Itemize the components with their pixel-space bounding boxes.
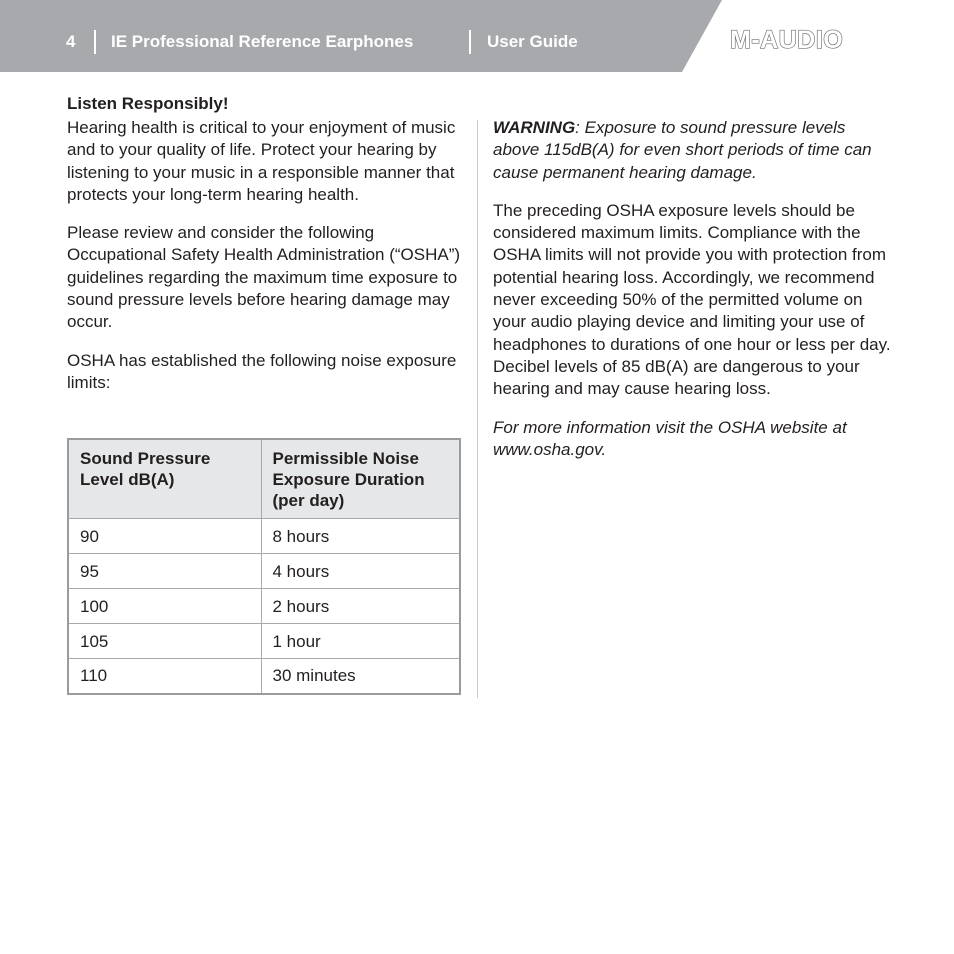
brand-logo: M-AUDIO xyxy=(730,26,844,54)
header-separator xyxy=(469,30,471,54)
limits-intro-paragraph: OSHA has established the following noise exposure limits: xyxy=(67,350,457,392)
table-cell-level: 105 xyxy=(68,624,261,659)
product-title: IE Professional Reference Earphones xyxy=(111,32,414,51)
intro-paragraph: Hearing health is critical to your enjoyment of music and to your quality of life. Protect your hearing by listening to your music in a responsible manner that protects your long-term hearing health. xyxy=(67,118,456,204)
table-cell-level: 100 xyxy=(68,589,261,624)
column-header-duration: Permissible Noise Exposure Duration (per day) xyxy=(261,439,460,519)
column-header-sound-pressure: Sound Pressure Level dB(A) xyxy=(68,439,261,519)
page-header xyxy=(0,0,954,72)
table-row xyxy=(68,589,460,624)
table-cell-duration: 8 hours xyxy=(261,519,460,554)
table-header-row xyxy=(68,439,460,519)
column-divider xyxy=(477,120,478,698)
osha-intro-paragraph: Please review and consider the following Occupational Safety Health Administration (“OSHA”) guidelines regarding the maximum time exposure to sound pressure levels before hearing damage may occur. xyxy=(67,223,461,332)
right-column xyxy=(493,117,893,477)
table-cell-level: 110 xyxy=(68,659,261,694)
table-cell-duration: 1 hour xyxy=(261,624,460,659)
recommendation-paragraph: The preceding OSHA exposure levels should be considered maximum limits. Compliance with the OSHA limits will not provide you with protection from potential hearing loss. Accordingly, we recommend never exceeding 50% of the permitted volume on your audio playing device and limiting your use of headphones to durations of one hour or less per day. Decibel levels of 85 dB(A) are dangerous to your hearing and may cause hearing loss. xyxy=(493,200,891,399)
table-row xyxy=(68,554,460,589)
warning-paragraph xyxy=(493,117,893,184)
left-column xyxy=(67,117,467,410)
warning-label: WARNING xyxy=(493,118,576,137)
table-row xyxy=(68,624,460,659)
table-cell-level: 90 xyxy=(68,519,261,554)
table-cell-duration: 2 hours xyxy=(261,589,460,624)
page-number: 4 xyxy=(66,32,76,51)
table-cell-duration: 30 minutes xyxy=(261,659,460,694)
more-info-paragraph: For more information visit the OSHA website at www.osha.gov. xyxy=(493,417,847,459)
warning-text: : Exposure to sound pressure levels above 115dB(A) for even short periods of time can cause permanent hearing damage. xyxy=(493,118,872,182)
table-cell-level: 95 xyxy=(68,554,261,589)
table-row xyxy=(68,519,460,554)
section-title: User Guide xyxy=(487,32,578,51)
section-heading: Listen Responsibly! xyxy=(67,94,229,113)
table-row xyxy=(68,659,460,694)
table-cell-duration: 4 hours xyxy=(261,554,460,589)
noise-exposure-table xyxy=(67,438,461,695)
header-separator xyxy=(94,30,96,54)
